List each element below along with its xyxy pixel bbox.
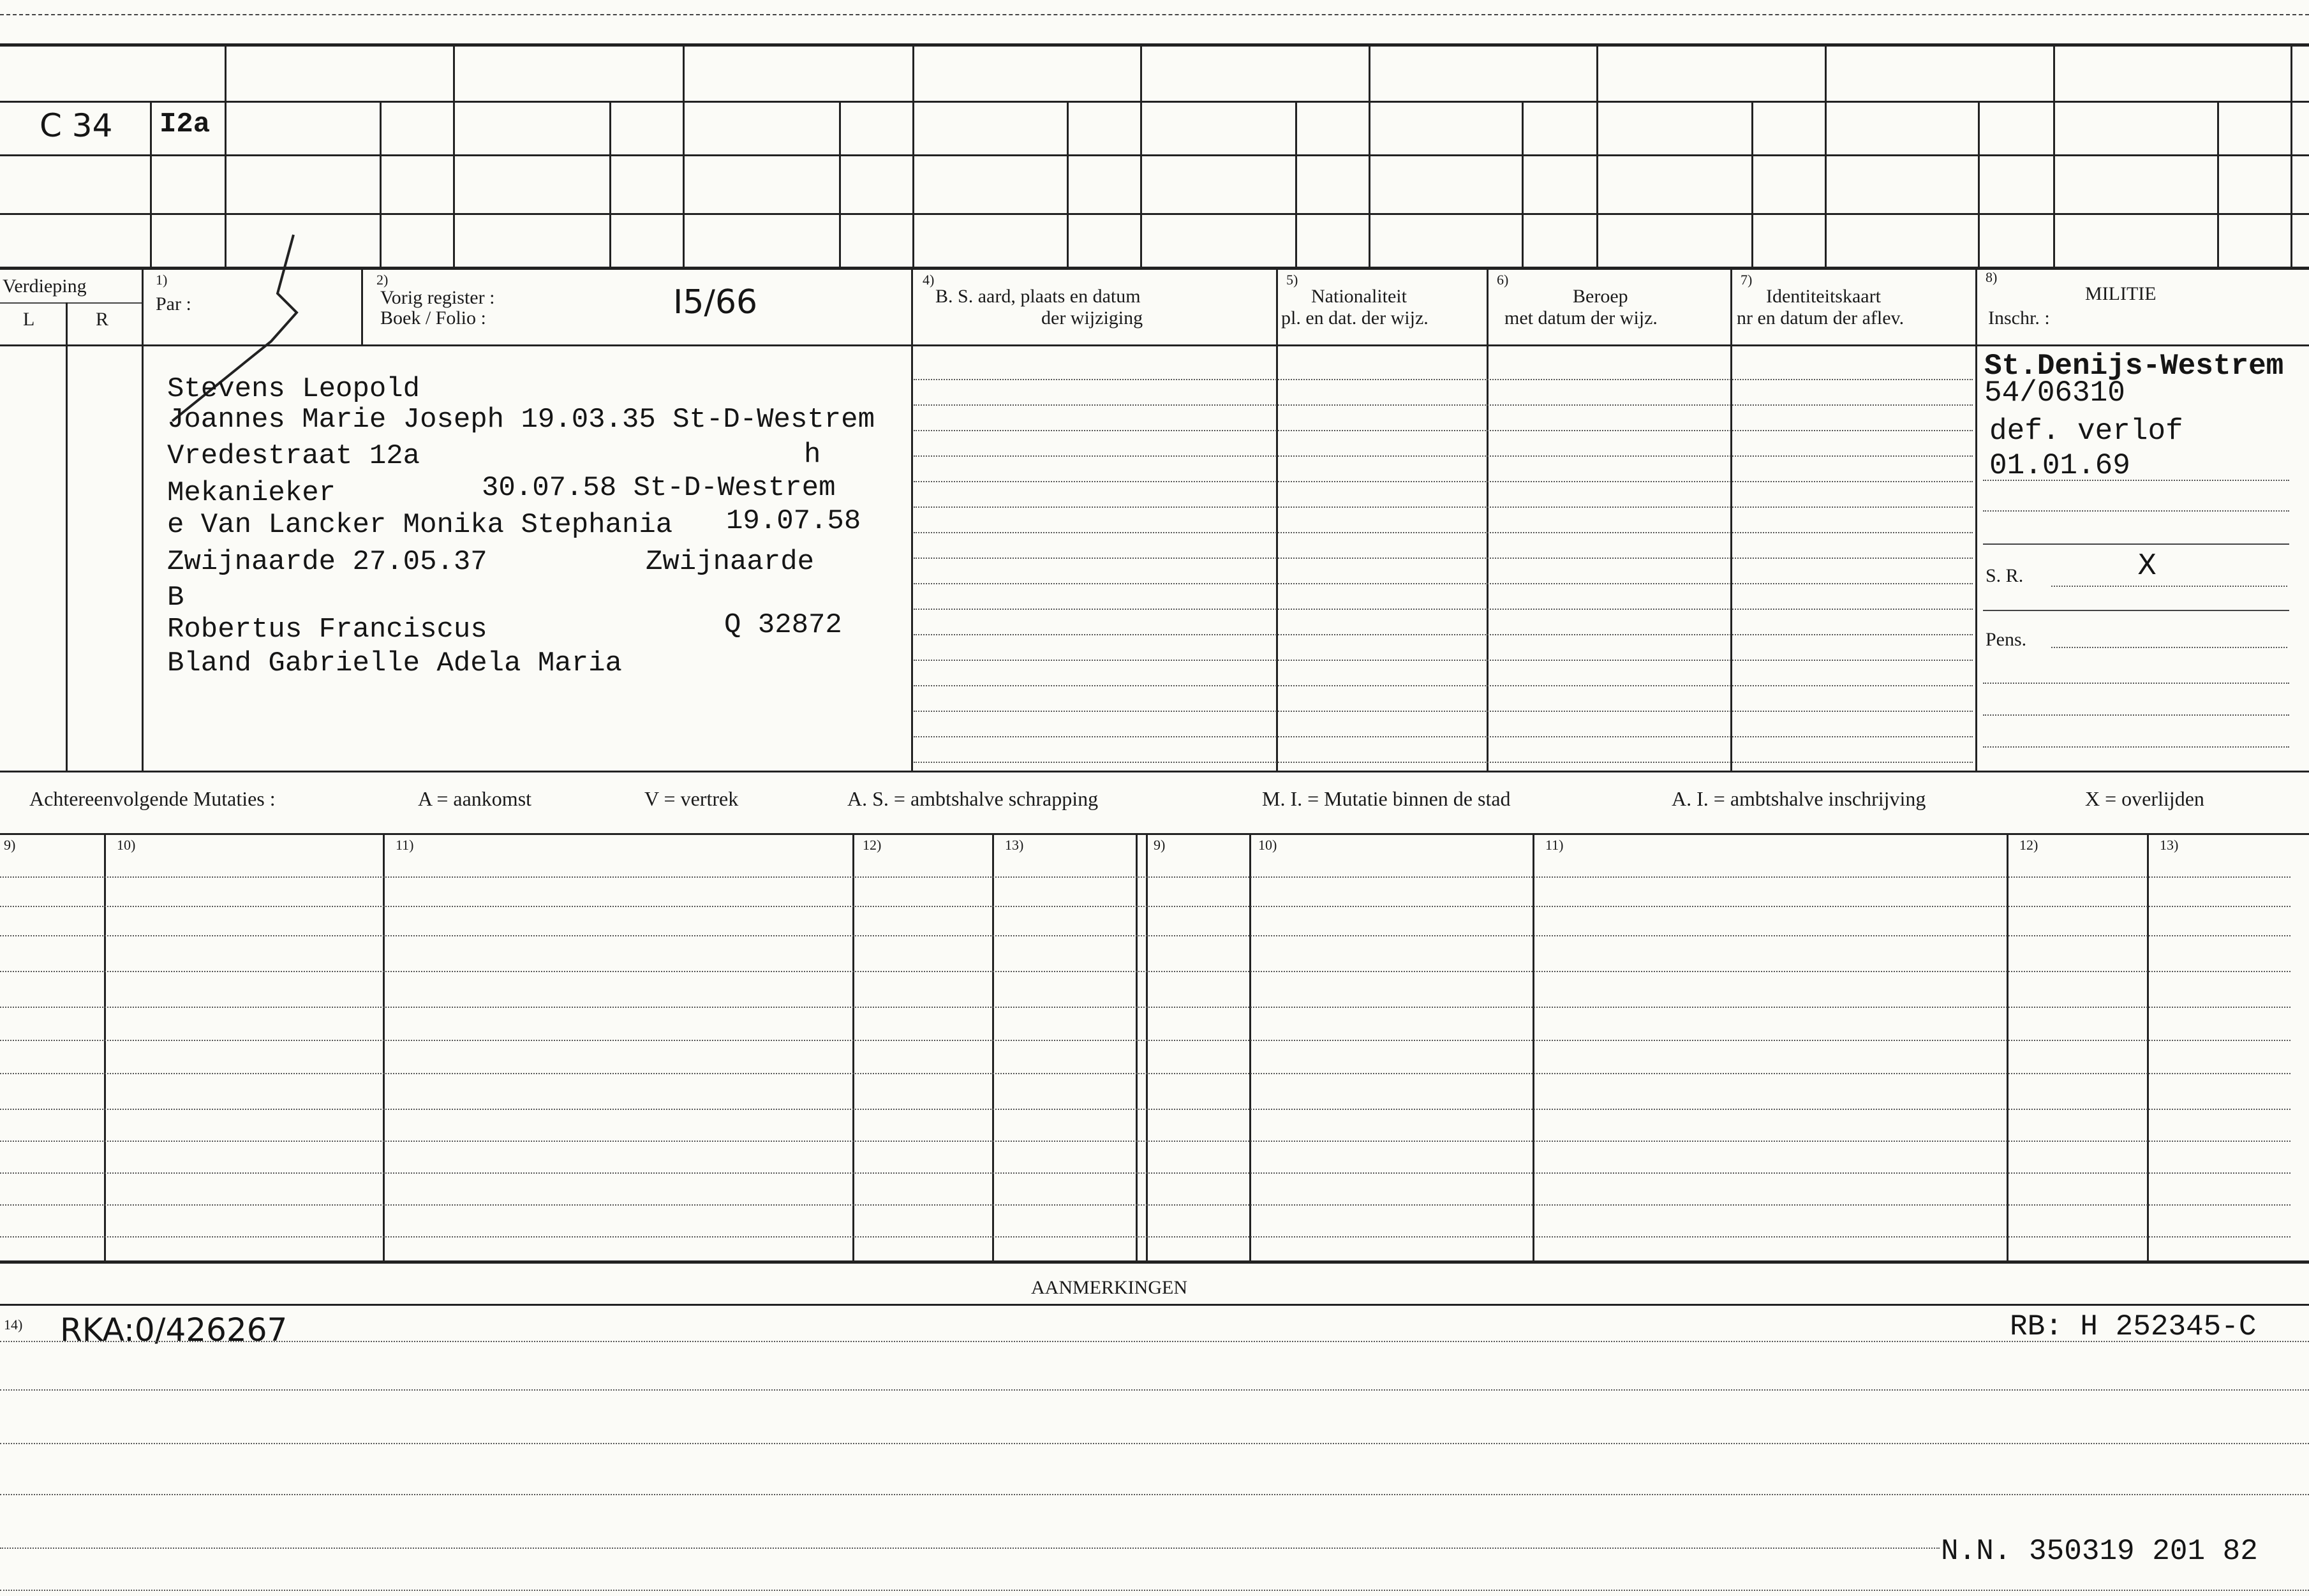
bs-sublabel: der wijziging bbox=[1041, 307, 1143, 329]
legend-ambtshalve-inschrijving: A. I. = ambtshalve inschrijving bbox=[1672, 787, 1926, 810]
legend-vertrek: V = vertrek bbox=[644, 787, 739, 810]
person-line-8b: Q 32872 bbox=[724, 609, 842, 641]
mut-col-12: 12) bbox=[863, 837, 882, 853]
person-line-3: Vredestraat 12a bbox=[167, 440, 420, 472]
legend-mutatie-binnen: M. I. = Mutatie binnen de stad bbox=[1262, 787, 1511, 810]
militie-line-3: def. verlof bbox=[1989, 415, 2183, 448]
aanmerkingen-num: 14) bbox=[4, 1317, 23, 1333]
mut-col-11b: 11) bbox=[1545, 837, 1564, 853]
mut-col-13: 13) bbox=[1005, 837, 1024, 853]
person-line-9: Bland Gabrielle Adela Maria bbox=[167, 647, 622, 679]
rka-value: RKA:0/426267 bbox=[60, 1312, 288, 1348]
person-line-4: Mekanieker bbox=[167, 477, 336, 509]
mut-col-9b: 9) bbox=[1154, 837, 1166, 853]
verdieping-left-label: L bbox=[23, 309, 35, 330]
mutaties-title: Achtereenvolgende Mutaties : bbox=[29, 787, 276, 810]
register-code: C 34 bbox=[40, 107, 113, 144]
rb-value: RB: H 252345-C bbox=[2010, 1310, 2257, 1343]
beroep-label: Beroep bbox=[1573, 286, 1628, 307]
militie-line-1: St.Denijs-Westrem bbox=[1984, 350, 2284, 383]
person-line-3b: h bbox=[804, 439, 821, 471]
person-line-7: B bbox=[167, 582, 184, 614]
legend-aankomst: A = aankomst bbox=[418, 787, 532, 810]
sr-label: S. R. bbox=[1986, 565, 2024, 586]
mut-col-10b: 10) bbox=[1258, 837, 1277, 853]
mut-col-13b: 13) bbox=[2160, 837, 2179, 853]
person-line-6b: Zwijnaarde bbox=[646, 546, 815, 578]
militie-label: MILITIE bbox=[2085, 283, 2157, 304]
par-label: Par : bbox=[156, 293, 191, 314]
person-line-6: Zwijnaarde 27.05.37 bbox=[167, 546, 487, 578]
person-line-8: Robertus Franciscus bbox=[167, 614, 487, 646]
verdieping-right-label: R bbox=[96, 309, 109, 330]
pens-label: Pens. bbox=[1986, 629, 2027, 650]
identiteitskaart-sublabel: nr en datum der aflev. bbox=[1737, 307, 1904, 329]
nationaliteit-label: Nationaliteit bbox=[1311, 286, 1407, 307]
par-num: 1) bbox=[156, 272, 168, 288]
person-line-2: Joannes Marie Joseph 19.03.35 St-D-Westrem bbox=[167, 404, 875, 436]
vorig-register-value: I5/66 bbox=[673, 283, 758, 321]
militie-line-4: 01.01.69 bbox=[1989, 449, 2130, 482]
nationaliteit-sublabel: pl. en dat. der wijz. bbox=[1281, 307, 1429, 329]
boek-folio-label: Boek / Folio : bbox=[380, 307, 486, 329]
inschr-label: Inschr. : bbox=[1988, 307, 2050, 329]
legend-ambtshalve-schrapping: A. S. = ambtshalve schrapping bbox=[847, 787, 1099, 810]
sr-value: X bbox=[2137, 549, 2157, 581]
identiteitskaart-num: 7) bbox=[1741, 272, 1753, 288]
militie-line-2: 54/06310 bbox=[1984, 376, 2125, 410]
militie-num: 8) bbox=[1986, 269, 1998, 285]
person-line-5: e Van Lancker Monika Stephania bbox=[167, 509, 673, 541]
register-subcode: I2a bbox=[160, 108, 211, 140]
vorig-register-label: Vorig register : bbox=[380, 287, 495, 308]
beroep-num: 6) bbox=[1497, 272, 1509, 288]
vorig-register-num: 2) bbox=[376, 272, 389, 288]
legend-overlijden: X = overlijden bbox=[2085, 787, 2204, 810]
bs-num: 4) bbox=[923, 272, 935, 288]
mut-col-10: 10) bbox=[117, 837, 136, 853]
mut-col-11: 11) bbox=[396, 837, 414, 853]
verdieping-label: Verdieping bbox=[3, 276, 87, 297]
person-line-4b: 30.07.58 St-D-Westrem bbox=[482, 472, 836, 504]
bs-label: B. S. aard, plaats en datum bbox=[935, 286, 1141, 307]
beroep-sublabel: met datum der wijz. bbox=[1504, 307, 1658, 329]
aanmerkingen-title: AANMERKINGEN bbox=[1031, 1277, 1187, 1298]
identiteitskaart-label: Identiteitskaart bbox=[1766, 286, 1881, 307]
person-line-5b: 19.07.58 bbox=[726, 505, 861, 537]
mut-col-12b: 12) bbox=[2019, 837, 2038, 853]
person-line-1: Stevens Leopold bbox=[167, 373, 420, 405]
nn-value: N.N. 350319 201 82 bbox=[1941, 1535, 2258, 1568]
nationaliteit-num: 5) bbox=[1286, 272, 1298, 288]
mut-col-9: 9) bbox=[4, 837, 16, 853]
